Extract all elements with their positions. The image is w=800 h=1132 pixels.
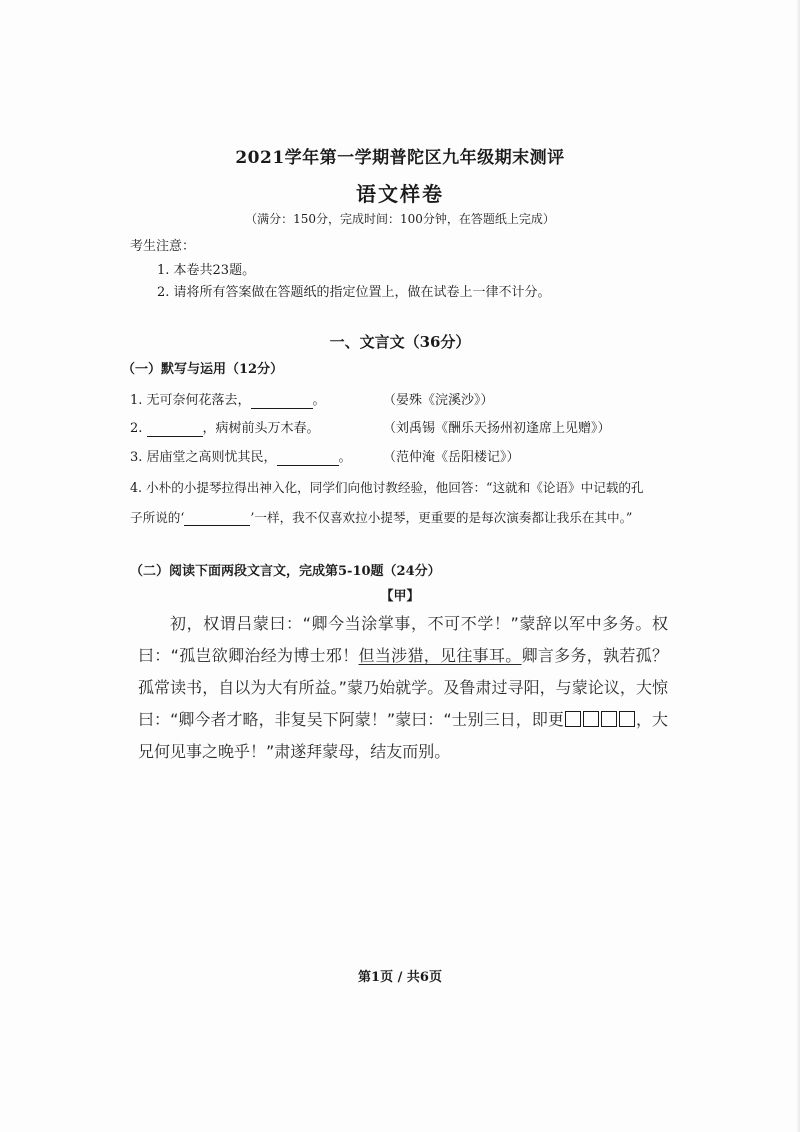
passage-text: 卿言多务，孰若孤？孤常读书，自以为大有所益。”蒙乃始就学。及鲁肃过寻阳，与蒙论议，大惊曰：“卿今者才略，非复吴下阿蒙！”蒙曰：“士别三日，即更 bbox=[138, 646, 668, 729]
exam-subtitle: 语文样卷 bbox=[356, 182, 444, 206]
question-text: 1. 无可奈何花落去， bbox=[130, 393, 251, 408]
answer-blank bbox=[251, 393, 313, 409]
part-title: （二）阅读下面两段文言文，完成第5-10题（24分） bbox=[130, 564, 441, 579]
answer-blank bbox=[184, 510, 250, 526]
question-text: ’一样，我不仅喜欢拉小提琴，更重要的是每次演奏都让我乐在其中。” bbox=[250, 510, 633, 525]
question-source: （范仲淹《岳阳楼记》） bbox=[383, 450, 520, 465]
notice-label: 考生注意： bbox=[130, 239, 196, 254]
answer-blank bbox=[277, 450, 339, 466]
question-source: （刘禹锡《酬乐天扬州初逢席上见赠》） bbox=[383, 421, 611, 436]
question-2 bbox=[130, 417, 320, 437]
question-1 bbox=[130, 389, 326, 409]
question-text: 2. bbox=[130, 421, 147, 436]
notice-item: 2. 请将所有答案做在答题纸的指定位置上，做在试卷上一律不计分。 bbox=[157, 285, 551, 300]
question-text: 。 bbox=[312, 393, 326, 408]
part-title: （一）默写与运用（12分） bbox=[122, 362, 284, 377]
question-4-line-2 bbox=[130, 507, 632, 526]
question-text: 。 bbox=[338, 450, 352, 465]
scan-edge-shadow bbox=[796, 0, 800, 1132]
underlined-sentence: 但当涉猎，见往事耳。 bbox=[358, 646, 522, 665]
missing-characters-boxes bbox=[564, 710, 636, 729]
question-source: （晏殊《浣溪沙》） bbox=[383, 393, 494, 408]
question-4-line-1: 4. 小朴的小提琴拉得出神入化，同学们向他讨教经验，他回答：“这就和《论语》中记载的孔 bbox=[130, 480, 644, 495]
question-text: ，病树前头万木春。 bbox=[202, 421, 320, 436]
passage-text: ，大兄何见事之晚乎！”肃遂拜蒙母，结友而别。 bbox=[138, 710, 668, 761]
passage-text: 初，权谓吕蒙曰：“卿今当涂掌事，不可不学！”蒙辞以军中多务。权曰：“孤岂欲卿治经为博士邪！ bbox=[138, 614, 668, 665]
empty-box bbox=[619, 711, 635, 727]
question-text: 3. 居庙堂之高则忧其民， bbox=[130, 450, 277, 465]
empty-box bbox=[583, 711, 599, 727]
exam-info: （满分：150分，完成时间：100分钟，在答题纸上完成） bbox=[245, 212, 555, 226]
exam-title: 2021学年第一学期普陀区九年级期末测评 bbox=[235, 148, 565, 168]
question-text: 子所说的‘ bbox=[130, 510, 185, 525]
classical-passage bbox=[138, 608, 668, 768]
empty-box bbox=[601, 711, 617, 727]
question-3 bbox=[130, 446, 352, 466]
notice-item: 1. 本卷共23题。 bbox=[157, 263, 256, 278]
section-title: 一、文言文（36分） bbox=[329, 333, 471, 351]
answer-blank bbox=[147, 421, 203, 437]
page-number: 第1页 / 共6页 bbox=[358, 970, 442, 985]
empty-box bbox=[565, 711, 581, 727]
passage-label: 【甲】 bbox=[380, 589, 420, 604]
